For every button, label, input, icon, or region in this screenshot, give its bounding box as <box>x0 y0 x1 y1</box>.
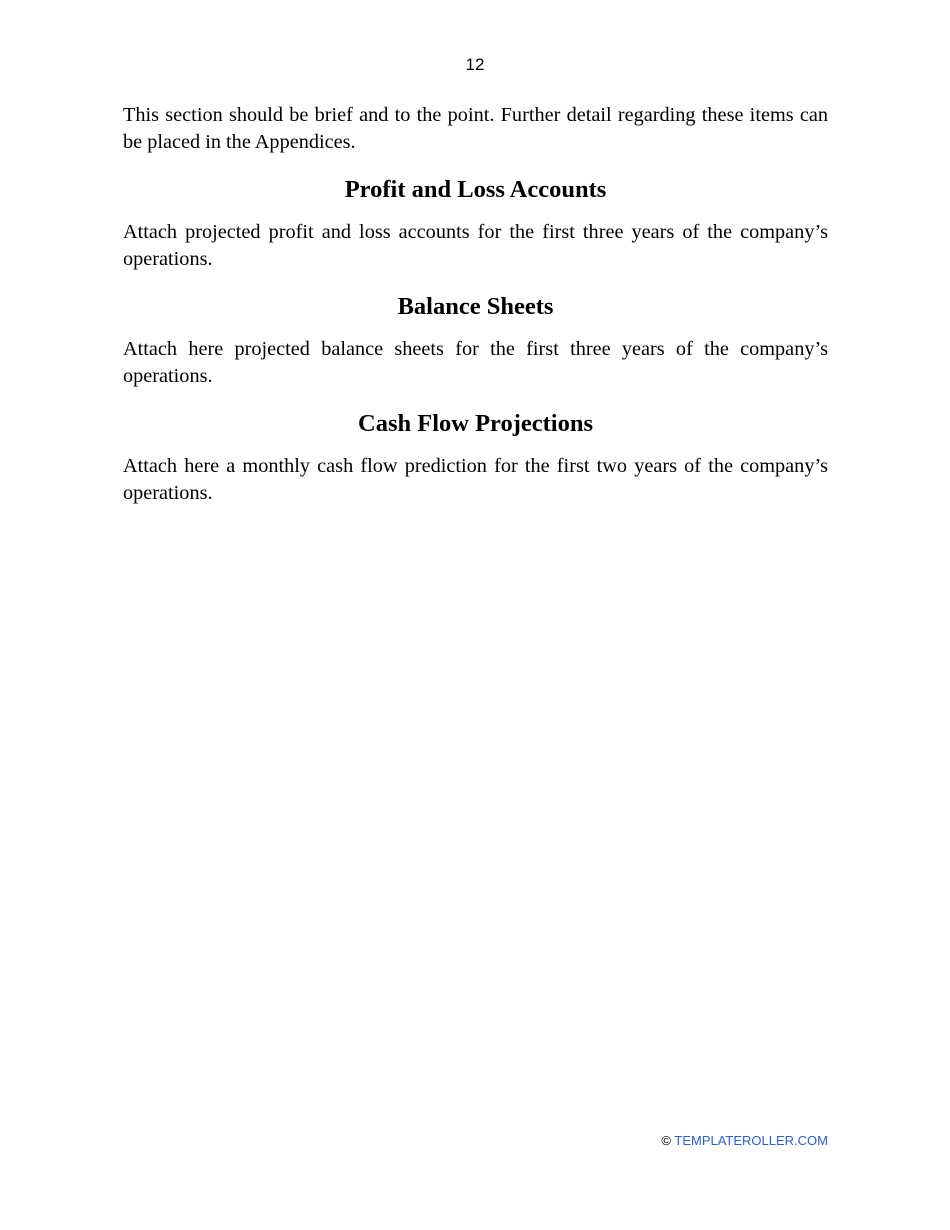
copyright-symbol: © <box>661 1133 671 1148</box>
balance-sheets-paragraph: Attach here projected balance sheets for the first three years of the company’s operations. <box>123 338 828 387</box>
footer-copyright <box>661 1132 828 1149</box>
profit-loss-heading: Profit and Loss Accounts <box>344 176 607 203</box>
profit-loss-paragraph: Attach projected profit and loss accounts for the first three years of the company’s operations. <box>123 221 828 270</box>
cash-flow-heading: Cash Flow Projections <box>358 410 593 437</box>
cash-flow-paragraph: Attach here a monthly cash flow prediction for the first two years of the company’s operations. <box>123 455 828 504</box>
page-number: 12 <box>465 55 485 74</box>
templateroller-link[interactable]: TEMPLATEROLLER.COM <box>674 1133 828 1148</box>
balance-sheets-heading: Balance Sheets <box>397 293 554 320</box>
document-body <box>123 102 828 507</box>
intro-paragraph: This section should be brief and to the point. Further detail regarding these items can be placed in the Appendices. <box>123 104 828 153</box>
